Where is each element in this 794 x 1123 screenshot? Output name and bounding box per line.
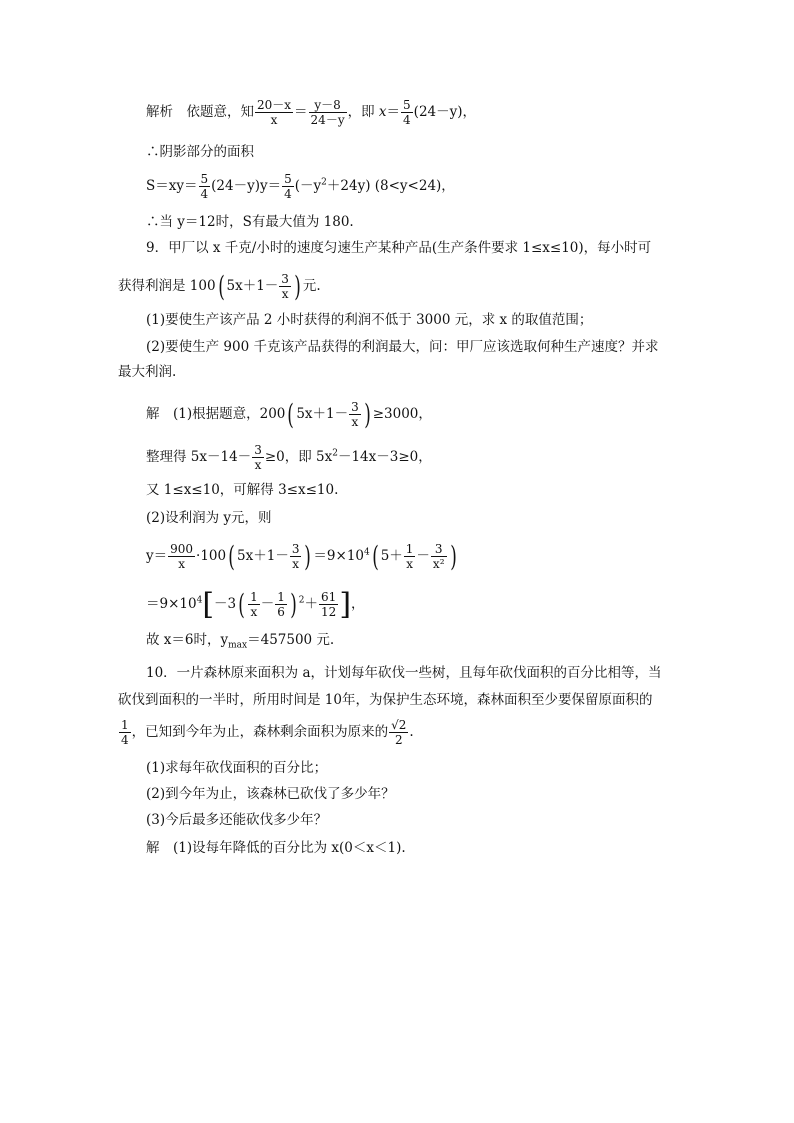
- fraction: $\frac{1}{x}$: [250, 590, 258, 619]
- fraction: $\frac{3}{\text{x²}}$: [432, 542, 445, 571]
- problem-9-line-1: 9．甲厂以 x 千克/小时的速度匀速生产某种产品(生产条件要求 1≤x≤10)，每小时可: [146, 240, 652, 256]
- solution-9-conclusion: 故 x＝6时，$y_{max}=457500$ 元.: [146, 632, 335, 651]
- problem-9-question-2-cont: 最大利润.: [118, 364, 177, 380]
- problem-10-question-3: (3)今后最多还能砍伐多少年？: [146, 812, 328, 828]
- fraction: $\frac{1}{4}$: [121, 718, 129, 747]
- fraction: $\frac{3}{x}$: [254, 443, 262, 472]
- fraction: $\frac{3}{x}$: [281, 272, 289, 301]
- fraction: $\frac{61}{12}$: [321, 590, 337, 619]
- problem-10-line-1: 10．一片森林原来面积为 a，计划每年砍伐一些树，且每年砍伐面积的百分比相等，当: [146, 665, 662, 681]
- fraction: $\frac{1}{6}$: [277, 590, 285, 619]
- solution-9-line-4: (2)设利润为 y元，则: [146, 510, 272, 526]
- text: 解析 依题意，知: [146, 104, 254, 120]
- problem-10-line-3: $\frac{1}{4}$ ，已知到今年为止，森林剩余面积为原来的 $\frac{√2}{2}$ .: [121, 718, 414, 747]
- fraction: $\frac{3}{x}$: [351, 400, 359, 429]
- profit-formula-line: y＝ $\frac{900}{x}$ ·100( 5x＋1－ $\frac{3}{x}$ ) $=9\times 10^4$( 5＋ $\frac{1}{x}$ － $\frac{3}{\text{x²}}$ ): [146, 539, 457, 573]
- profit-formula-line-2: $=9\times 10^4[-3$( $\frac{1}{x}$ － $\frac{1}{6}$ ) $^2$＋ $\frac{61}{12}$ ]，: [146, 586, 365, 622]
- fraction: $\frac{1}{x}$: [405, 542, 414, 571]
- fraction: $\frac{√2}{2}$: [391, 718, 407, 747]
- fraction: $\frac{5}{4}$: [200, 172, 209, 201]
- area-formula-line: S＝xy＝ $\frac{5}{4}$ (24－y)y＝ $\frac{5}{4}$ $(-y^2+24y)$ (8<y<24)，: [146, 172, 455, 201]
- fraction: $\frac{5}{4}$: [403, 98, 411, 127]
- problem-10-question-1: (1)求每年砍伐面积的百分比；: [146, 760, 328, 776]
- problem-9-question-2: (2)要使生产 900 千克该产品获得的利润最大，问：甲厂应该选取何种生产速度？并求: [146, 339, 659, 355]
- analysis-line-1: 解析 依题意，知 $\frac{20-x}{x}$ ＝ $\frac{y-8}{24-y}$ ，即 x＝ $\frac{5}{4}$ (24－y)，: [146, 98, 477, 127]
- max-value-line: ∴当 y＝12时，S有最大值为 180.: [146, 214, 354, 230]
- solution-9-line-1: 解 (1)根据题意，200( 5x＋1－ $\frac{3}{x}$ ) ≥3000，: [146, 397, 432, 431]
- solution-9-line-3: 又 1≤x≤10，可解得 3≤x≤10.: [146, 482, 339, 498]
- fraction: $\frac{3}{x}$: [291, 542, 300, 571]
- problem-10-question-2: (2)到今年为止，该森林已砍伐了多少年？: [146, 786, 395, 802]
- problem-10-line-2: 砍伐到面积的一半时，所用时间是 10年，为保护生态环境，森林面积至少要保留原面积的: [118, 692, 653, 708]
- fraction: $\frac{20-x}{x}$: [257, 98, 292, 127]
- problem-9-line-2: 获得利润是 100( 5x＋1－ $\frac{3}{x}$ ) 元.: [118, 269, 321, 303]
- problem-9-question-1: (1)要使生产该产品 2 小时获得的利润不低于 3000 元，求 x 的取值范围；: [146, 312, 593, 328]
- solution-9-line-2: 整理得 5x－14－ $\frac{3}{x}$ ≥0，即 $5x^2-14x-3\ge 0$，: [146, 443, 432, 472]
- fraction: $\frac{5}{4}$: [284, 172, 292, 201]
- fraction: $\frac{900}{x}$: [170, 542, 194, 571]
- solution-10-line-1: 解 (1)设每年降低的百分比为 x(0＜x＜1).: [146, 840, 406, 856]
- fraction: $\frac{y-8}{24-y}$: [310, 98, 345, 127]
- shaded-area-line: ∴阴影部分的面积: [146, 144, 254, 160]
